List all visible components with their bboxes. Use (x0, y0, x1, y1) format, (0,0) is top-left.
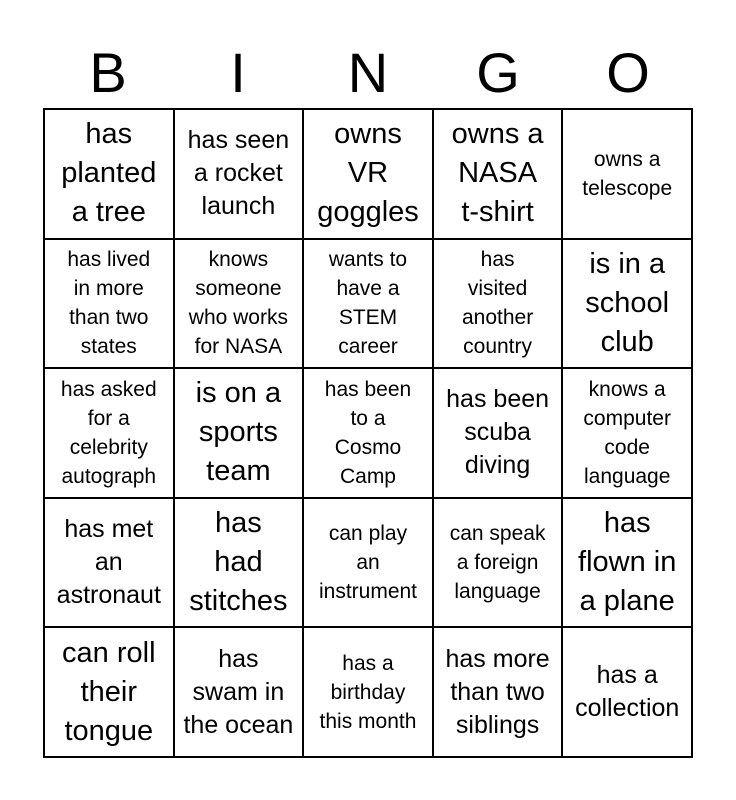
bingo-cell[interactable]: has been scuba diving (433, 368, 563, 498)
bingo-cell[interactable]: knows someone who works for NASA (174, 239, 304, 369)
bingo-cell[interactable]: knows a computer code language (562, 368, 692, 498)
bingo-cell[interactable]: has met an astronaut (44, 498, 174, 628)
header-letter-n: N (347, 41, 389, 104)
bingo-cell[interactable]: owns a telescope (562, 109, 692, 239)
bingo-cell[interactable]: wants to have a STEM career (303, 239, 433, 369)
bingo-cell[interactable]: can speak a foreign language (433, 498, 563, 628)
bingo-cell[interactable]: owns VR goggles (303, 109, 433, 239)
bingo-cell[interactable]: has seen a rocket launch (174, 109, 304, 239)
bingo-cell[interactable]: owns a NASA t-shirt (433, 109, 563, 239)
bingo-cell[interactable]: has asked for a celebrity autograph (44, 368, 174, 498)
bingo-cell[interactable]: has lived in more than two states (44, 239, 174, 369)
header-letter-b: B (89, 41, 127, 104)
header-letter-g: G (476, 41, 520, 104)
bingo-cell[interactable]: is in a school club (562, 239, 692, 369)
bingo-cell[interactable]: is on a sports team (174, 368, 304, 498)
bingo-cell[interactable]: has a birthday this month (303, 627, 433, 757)
bingo-cell[interactable]: has a collection (562, 627, 692, 757)
bingo-cell[interactable]: can play an instrument (303, 498, 433, 628)
bingo-card-grid (43, 108, 693, 758)
bingo-cell[interactable]: has had stitches (174, 498, 304, 628)
bingo-cell[interactable]: has flown in a plane (562, 498, 692, 628)
header-letter-i: I (230, 41, 246, 104)
bingo-cell[interactable]: can roll their tongue (44, 627, 174, 757)
bingo-cell[interactable]: has planted a tree (44, 109, 174, 239)
bingo-cell[interactable]: has more than two siblings (433, 627, 563, 757)
bingo-header (43, 38, 693, 108)
bingo-cell[interactable]: has been to a Cosmo Camp (303, 368, 433, 498)
bingo-cell[interactable]: has visited another country (433, 239, 563, 369)
header-letter-o: O (606, 41, 650, 104)
bingo-cell[interactable]: has swam in the ocean (174, 627, 304, 757)
